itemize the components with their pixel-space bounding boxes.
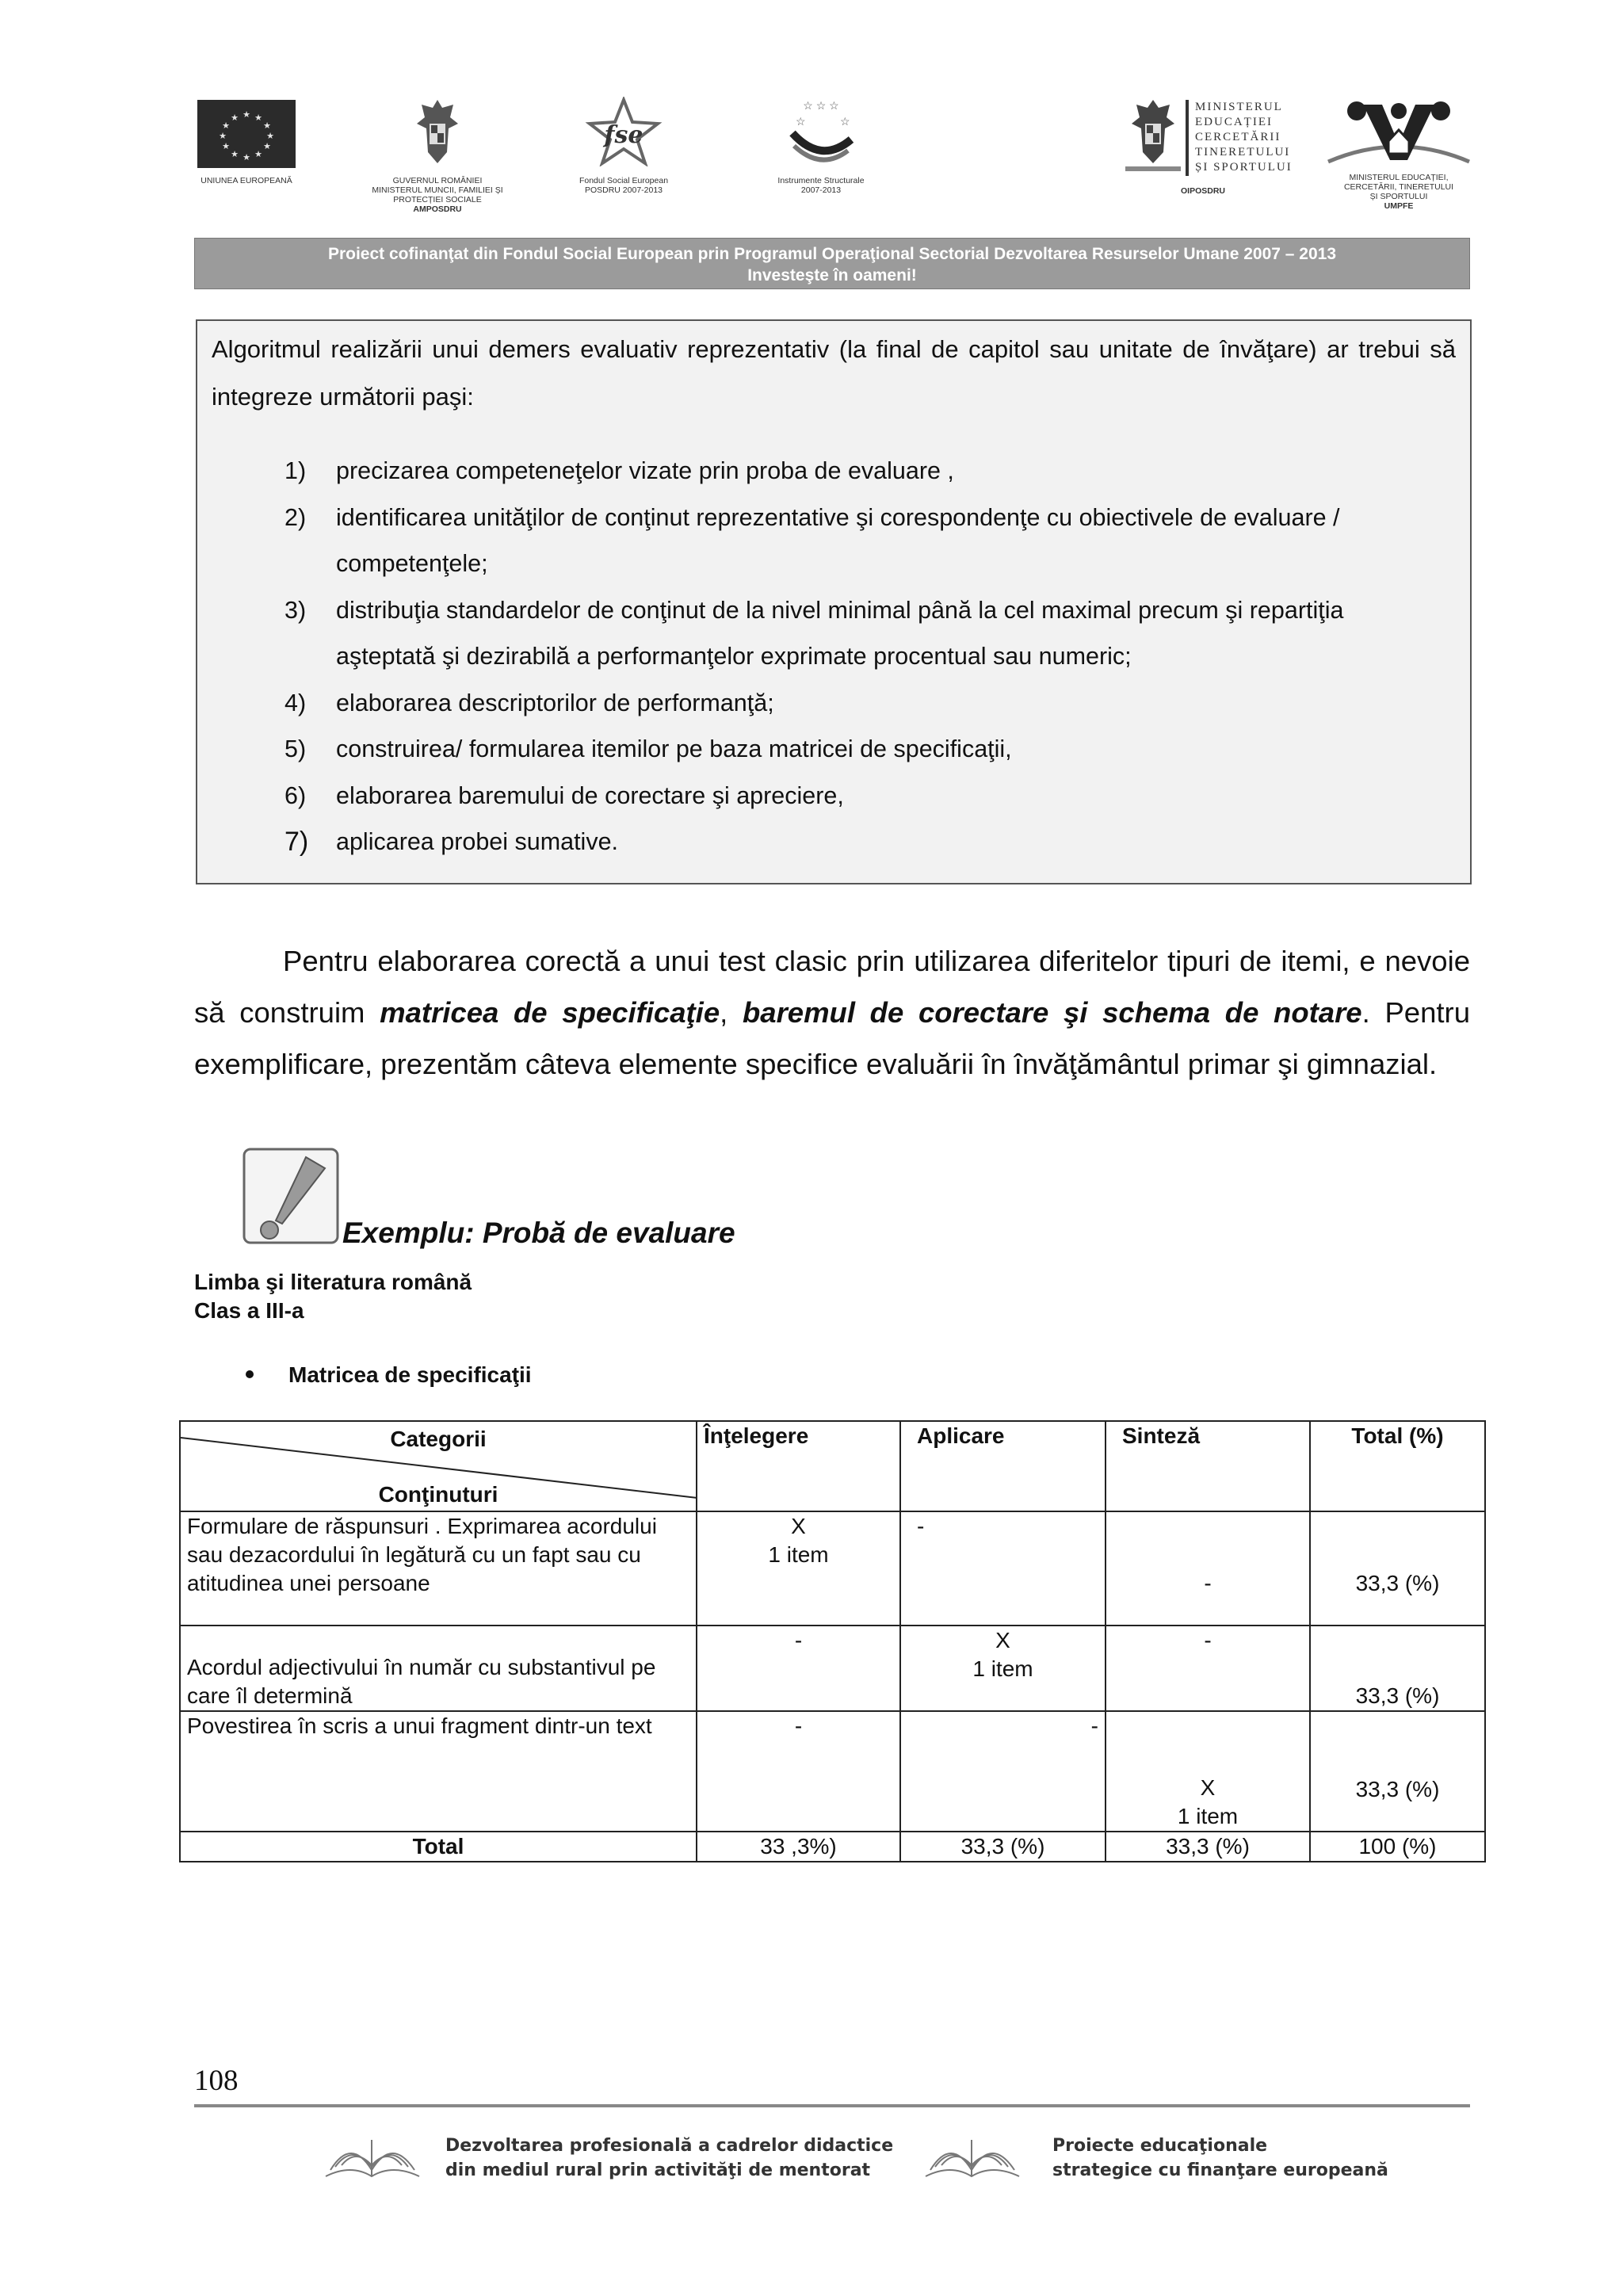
svg-text:★: ★: [231, 149, 239, 159]
svg-text:★: ★: [219, 131, 227, 141]
structural-instruments-logo: [785, 94, 857, 174]
algorithm-step: 6) elaborarea baremului de corectare şi apreciere,: [285, 781, 844, 809]
table-row: [180, 1711, 1485, 1832]
cell-sinteza: X 1 item: [1106, 1711, 1310, 1832]
svg-text:★: ★: [254, 149, 262, 159]
algorithm-box: [196, 319, 1472, 884]
umpfe-logo: [1325, 94, 1472, 174]
row-content: Formulare de răspunsuri . Exprimarea acordului sau dezacordului în legătură cu un fapt sau cu atitudinea unei persoane: [180, 1511, 697, 1626]
svg-text:★: ★: [266, 131, 274, 141]
ministry-crest-logo: [1119, 97, 1187, 180]
matrix-bullet: Matricea de specificaţii: [246, 1362, 532, 1388]
algorithm-step: 1) precizarea competeneţelor vizate prin proba de evaluare ,: [285, 457, 954, 484]
footer-divider: [194, 2104, 1470, 2107]
svg-text:★: ★: [263, 120, 271, 131]
algorithm-step: 7) aplicarea probei sumative.: [285, 827, 619, 857]
exclamation-icon: [242, 1148, 339, 1250]
specification-matrix: [179, 1420, 1486, 1862]
fse-logo: [585, 97, 663, 170]
svg-text:☆: ☆: [796, 115, 806, 128]
table-row: [180, 1626, 1485, 1711]
cell-intelegere: -: [697, 1711, 900, 1832]
total-intelegere: 33 ,3%): [697, 1832, 900, 1862]
header-continuturi: Conţinuturi: [378, 1482, 498, 1507]
column-header: Total (%): [1310, 1421, 1485, 1511]
total-aplicare: 33,3 (%): [900, 1832, 1106, 1862]
footer-left-text: Dezvoltarea profesională a cadrelor didactice din mediul rural prin activităţi de mentorat: [445, 2136, 894, 2180]
structural-instruments-caption: Instrumente Structurale 2007-2013: [777, 176, 865, 195]
government-crest-logo: [412, 97, 463, 170]
cell-aplicare: -: [900, 1511, 1106, 1626]
cell-sinteza: -: [1106, 1626, 1310, 1711]
svg-text:★: ★: [242, 152, 250, 162]
cell-aplicare: -: [900, 1711, 1106, 1832]
fse-caption: Fondul Social European POSDRU 2007-2013: [579, 176, 669, 195]
total-sinteza: 33,3 (%): [1106, 1832, 1310, 1862]
algorithm-step: 4) elaborarea descriptorilor de performanţă;: [285, 689, 774, 716]
banner-line-2: Investeşte în oameni!: [747, 266, 917, 285]
total-total: 100 (%): [1310, 1832, 1485, 1862]
ministry-name: MINISTERUL EDUCAȚIEI CERCETĂRII TINERETULUI ȘI SPORTULUI: [1195, 101, 1293, 174]
svg-text:★: ★: [231, 113, 239, 123]
algorithm-steps: [197, 448, 1473, 865]
row-content: Povestirea în scris a unui fragment dintr-un text: [180, 1711, 697, 1832]
logo-header: [0, 0, 1623, 230]
algorithm-step: 3) distribuţia standardelor de conţinut de la nivel minimal până la cel maximal precum şi repartiţia aşteptată şi dezirabilă a performanţelor exprimate procentual sau numeric;: [285, 596, 1344, 670]
umpfe-caption: MINISTERUL EDUCAȚIEI, CERCETĂRII, TINERETULUI ȘI SPORTULUI UMPFE: [1343, 173, 1454, 211]
cell-total: 33,3 (%): [1310, 1626, 1485, 1711]
algorithm-step: 2) identificarea unităţilor de conţinut reprezentative şi corespondenţe cu obiectivele de evaluare / competenţele;: [285, 503, 1340, 577]
svg-text:☆: ☆: [840, 115, 850, 128]
svg-text:fse: fse: [604, 121, 643, 149]
cell-sinteza: -: [1106, 1511, 1310, 1626]
header-diagonal-cell: [180, 1421, 697, 1511]
ministry-divider: [1186, 100, 1189, 176]
column-header: Sinteză: [1106, 1421, 1310, 1511]
total-label: Total: [180, 1832, 697, 1862]
footer-right-text: Proiecte educaţionale strategice cu finanţare europeană: [1052, 2136, 1388, 2180]
column-header: Înţelegere: [697, 1421, 900, 1511]
table-header-row: [180, 1421, 1485, 1511]
svg-text:★: ★: [254, 113, 262, 123]
cell-intelegere: -: [697, 1626, 900, 1711]
government-caption: GUVERNUL ROMÂNIEI MINISTERUL MUNCII, FAMILIEI ȘI PROTECȚIEI SOCIALE AMPOSDRU: [372, 176, 503, 214]
intro-paragraph: Pentru elaborarea corectă a unui test clasic prin utilizarea diferitelor tipuri de itemi, e nevoie să construim matricea de specificaţie, baremul de corectare şi schema de notare. Pentru exemplificare, prezentăm câteva elemente specifice evaluării în învăţământul primar şi gimnazial.: [194, 945, 1470, 1080]
open-book-icon-right: [919, 2132, 1025, 2187]
bullet-dot: [246, 1370, 254, 1378]
svg-text:★: ★: [263, 141, 271, 151]
oiposdru-caption: OIPOSDRU: [1180, 186, 1225, 196]
algorithm-step: 5) construirea/ formularea itemilor pe baza matricei de specificaţii,: [285, 735, 1012, 762]
page-number: 108: [194, 2065, 239, 2097]
eu-flag-logo: [197, 100, 296, 172]
cell-total: 33,3 (%): [1310, 1511, 1485, 1626]
example-title: Exemplu: Probă de evaluare: [342, 1217, 735, 1249]
project-banner: [194, 238, 1470, 289]
table-total-row: [180, 1832, 1485, 1862]
svg-text:★: ★: [222, 141, 230, 151]
cell-intelegere: X 1 item: [697, 1511, 900, 1626]
cell-total: 33,3 (%): [1310, 1711, 1485, 1832]
table-row: [180, 1511, 1485, 1626]
eu-caption: UNIUNEA EUROPEANĂ: [200, 176, 292, 185]
column-header: Aplicare: [900, 1421, 1106, 1511]
banner-line-1: Proiect cofinanţat din Fondul Social European prin Programul Operaţional Sectorial Dezvoltarea Resurselor Umane 2007 – 2013: [327, 245, 1337, 263]
open-book-icon-left: [319, 2132, 426, 2187]
row-content: Acordul adjectivului în număr cu substantivul pe care îl determină: [180, 1626, 697, 1711]
svg-text:★: ★: [242, 109, 250, 120]
header-categorii: Categorii: [390, 1427, 487, 1451]
svg-text:★: ★: [222, 120, 230, 131]
example-subject: Limba şi literatura română Clas a III-a: [194, 1270, 472, 1323]
cell-aplicare: X 1 item: [900, 1626, 1106, 1711]
algorithm-intro: Algoritmul realizării unui demers evaluativ reprezentativ (la final de capitol sau unitate de învăţare) ar trebui să integreze următorii paşi:: [212, 335, 1456, 411]
svg-text:☆ ☆ ☆: ☆ ☆ ☆: [803, 99, 839, 112]
